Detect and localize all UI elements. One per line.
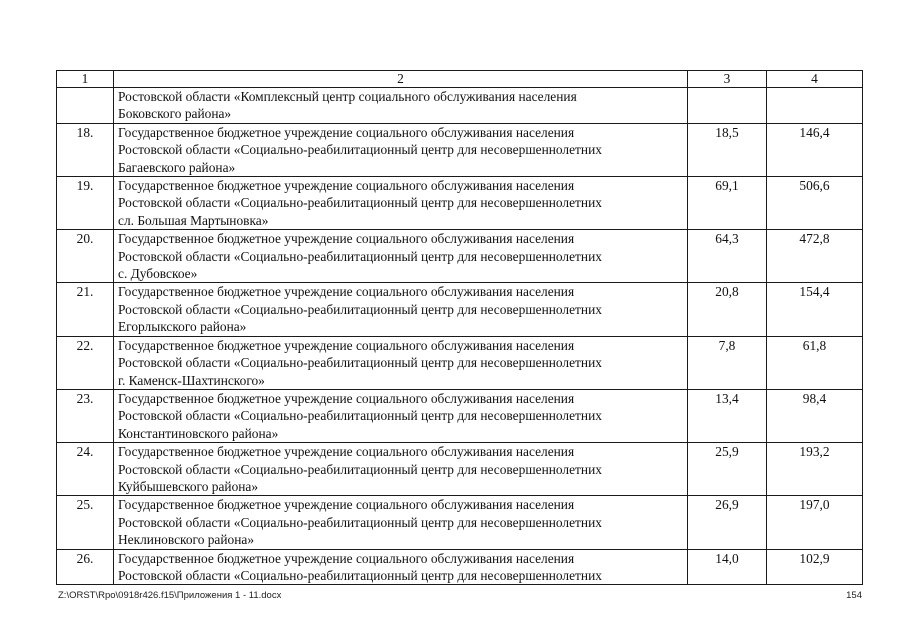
value-col3-cell: 20,8 [688, 283, 767, 336]
institution-name-line: Ростовской области «Социально-реабилитационный центр для несовершеннолетних [118, 514, 602, 530]
institution-name-line: Ростовской области «Социально-реабилитационный центр для несовершеннолетних [118, 408, 602, 424]
value-col3-cell: 25,9 [688, 443, 767, 496]
header-cell-1: 1 [57, 71, 114, 88]
value-col3-cell: 18,5 [688, 123, 767, 176]
institution-name-cell [114, 177, 688, 230]
value-col4-cell: 98,4 [767, 389, 863, 442]
institution-name-line: Государственное бюджетное учреждение социального обслуживания населения [118, 124, 575, 140]
value-col4-cell: 197,0 [767, 496, 863, 549]
footer-file-path: Z:\ORST\Rpo\0918r426.f15\Приложения 1 - 11.docx [58, 590, 282, 601]
institution-name-line: Государственное бюджетное учреждение социального обслуживания населения [118, 444, 575, 460]
institution-name-line: Егорлыкского района» [118, 319, 247, 335]
institution-name-line: Куйбышевского района» [118, 478, 259, 494]
institution-name-line: Ростовской области «Комплексный центр социального обслуживания населения [118, 89, 577, 104]
value-col3-cell: 13,4 [688, 389, 767, 442]
institution-name-line: Государственное бюджетное учреждение социального обслуживания населения [118, 284, 575, 300]
row-number-cell: 23. [57, 389, 114, 442]
row-number-cell: 18. [57, 123, 114, 176]
value-col4-cell: 61,8 [767, 336, 863, 389]
institution-name-line: Ростовской области «Социально-реабилитационный центр для несовершеннолетних [118, 461, 602, 477]
value-col3-cell: 64,3 [688, 230, 767, 283]
institution-name-line: Ростовской области «Социально-реабилитационный центр для несовершеннолетних [118, 142, 602, 158]
institution-name-line: Государственное бюджетное учреждение социального обслуживания населения [118, 497, 575, 513]
value-col3-cell: 26,9 [688, 496, 767, 549]
value-col4-cell: 506,6 [767, 177, 863, 230]
institution-name-cell [114, 336, 688, 389]
table-body [57, 71, 863, 585]
institution-name-cell [114, 230, 688, 283]
institution-name-line: Ростовской области «Социально-реабилитационный центр для несовершеннолетних [118, 301, 602, 317]
header-cell-4: 4 [767, 71, 863, 88]
value-col4-cell: 154,4 [767, 283, 863, 336]
table-row [57, 549, 863, 585]
institution-name-line: Ростовской области «Социально-реабилитационный центр для несовершеннолетних [118, 567, 602, 583]
institution-name-line: Багаевского района» [118, 159, 236, 175]
table-row [57, 123, 863, 176]
institution-name-line: Константиновского района» [118, 425, 279, 441]
value-col3-cell: 14,0 [688, 549, 767, 585]
header-cell-2: 2 [114, 71, 688, 88]
institution-name-cell [114, 496, 688, 549]
row-number-cell: 25. [57, 496, 114, 549]
table-row [57, 443, 863, 496]
table-row [57, 283, 863, 336]
institution-name-cell [114, 443, 688, 496]
row-number-cell: 22. [57, 336, 114, 389]
table-row [57, 88, 863, 124]
institution-name-line: г. Каменск-Шахтинского» [118, 372, 265, 388]
institution-name-line: с. Дубовское» [118, 266, 198, 282]
row-number-cell: 21. [57, 283, 114, 336]
value-col4-cell: 193,2 [767, 443, 863, 496]
institution-name-line: Государственное бюджетное учреждение социального обслуживания населения [118, 231, 575, 247]
row-number-cell: 24. [57, 443, 114, 496]
institution-name-line: Боковского района» [118, 106, 232, 122]
value-col4-cell: 102,9 [767, 549, 863, 585]
footer-page-number: 154 [846, 590, 862, 601]
row-number-cell: 19. [57, 177, 114, 230]
table-row [57, 496, 863, 549]
institution-name-line: Ростовской области «Социально-реабилитационный центр для несовершеннолетних [118, 248, 602, 264]
table-row [57, 177, 863, 230]
value-col3-cell: 7,8 [688, 336, 767, 389]
value-col3-cell: 69,1 [688, 177, 767, 230]
row-number-cell: 20. [57, 230, 114, 283]
value-col4-cell: 146,4 [767, 123, 863, 176]
institution-name-cell [114, 283, 688, 336]
institution-name-cell [114, 389, 688, 442]
row-number-cell: 26. [57, 549, 114, 585]
institution-name-line: Государственное бюджетное учреждение социального обслуживания населения [118, 337, 575, 353]
institution-name-line: Неклиновского района» [118, 532, 255, 548]
value-col4-cell [767, 88, 863, 124]
header-cell-3: 3 [688, 71, 767, 88]
institution-name-line: сл. Большая Мартыновка» [118, 212, 269, 228]
institution-name-line: Государственное бюджетное учреждение социального обслуживания населения [118, 550, 575, 566]
institution-name-cell [114, 123, 688, 176]
table-row [57, 230, 863, 283]
institution-name-line: Ростовской области «Социально-реабилитационный центр для несовершеннолетних [118, 355, 602, 371]
institution-name-line: Государственное бюджетное учреждение социального обслуживания населения [118, 178, 575, 194]
institution-name-line: Ростовской области «Социально-реабилитационный центр для несовершеннолетних [118, 195, 602, 211]
table-row [57, 389, 863, 442]
table-row [57, 336, 863, 389]
data-table [56, 70, 863, 585]
institution-name-cell [114, 549, 688, 585]
institution-name-cell [114, 88, 688, 124]
table-header-row [57, 71, 863, 88]
institution-name-line: Государственное бюджетное учреждение социального обслуживания населения [118, 390, 575, 406]
value-col4-cell: 472,8 [767, 230, 863, 283]
row-number-cell [57, 88, 114, 124]
value-col3-cell [688, 88, 767, 124]
